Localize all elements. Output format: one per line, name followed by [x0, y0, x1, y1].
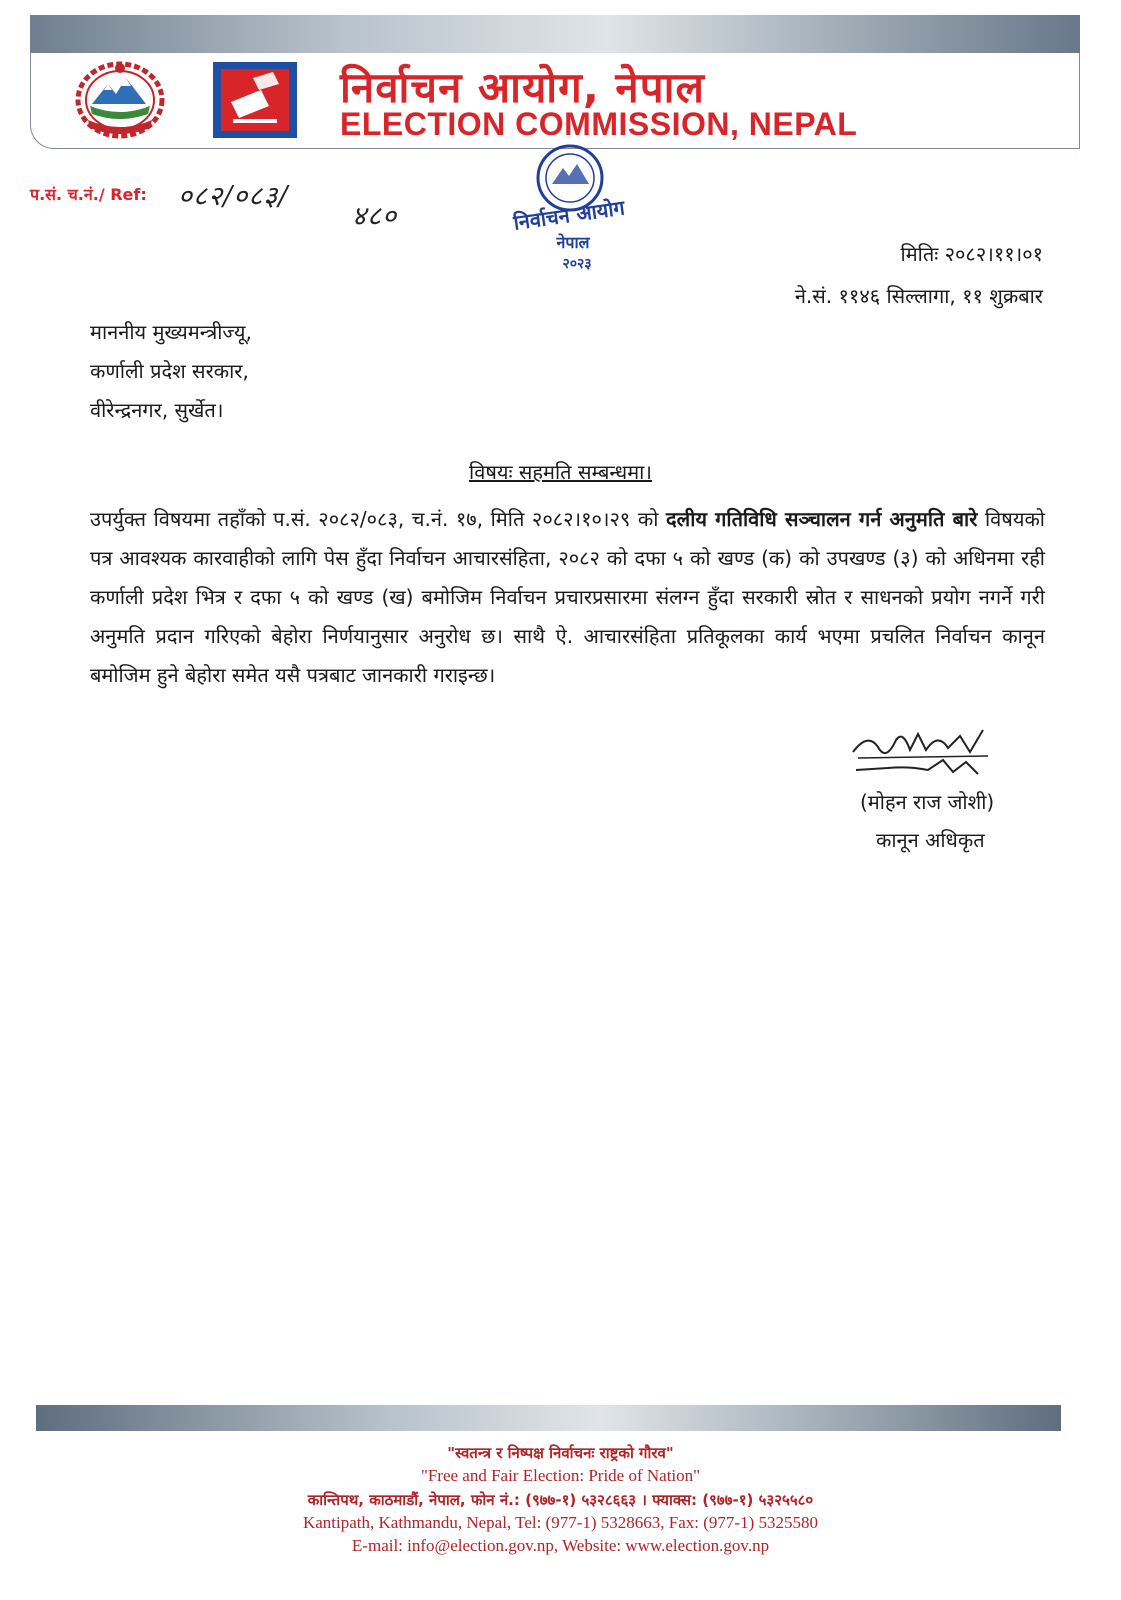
footer-slogan-english: "Free and Fair Election: Pride of Nation": [420, 1466, 701, 1485]
footer-slogan-nepali: "स्वतन्त्र र निष्पक्ष निर्वाचनः राष्ट्रको गौरव": [447, 1444, 674, 1462]
footer-address-nepali: कान्तिपथ, काठमाडौं, नेपाल, फोन नं.: (९७७-१) ५३२८६६३ । फ्याक्स: (९७७-१) ५३२५५८०: [307, 1491, 814, 1509]
addressee-line-2: कर्णाली प्रदेश सरकार,: [90, 359, 249, 383]
letter-body: [90, 500, 1045, 695]
handwritten-signature: [848, 722, 998, 792]
header-bar: [30, 15, 1080, 53]
ballot-box-icon: [213, 62, 297, 138]
office-stamp: [505, 138, 635, 273]
signatory-title: कानून अधिकृत: [876, 828, 985, 852]
org-name-nepali: निर्वाचन आयोग, नेपाल: [340, 63, 705, 112]
stamp-text-1: निर्वाचन आयोग: [511, 195, 627, 235]
subject-text: विषयः सहमति सम्बन्धमा।: [469, 460, 652, 484]
footer-bar: [36, 1405, 1061, 1431]
body-text-part2: विषयको पत्र आवश्यक कारवाहीको लागि पेस हुँदा निर्वाचन आचारसंहिता, २०८२ को दफा ५ को खण्ड (क) को उपखण्ड (३) को अधिनमा रही कर्णाली प्रदेश भित्र र दफा ५ को खण्ड (ख) बमोजिम निर्वाचन प्रचारप्रसारमा संलग्न हुँदा सरकारी स्रोत र साधनको प्रयोग नगर्ने गरी अनुमति प्रदान गरिएको बेहोरा निर्णयानुसार अनुरोध छ। साथै ऐ. आचारसंहिता प्रतिकूलका कार्य भएमा प्रचलित निर्वाचन कानून बमोजिम हुने बेहोरा समेत यसै पत्रबाट जानकारी गराइन्छ।: [90, 507, 1045, 687]
ref-label: प.सं. च.नं./ Ref:: [30, 185, 147, 204]
stamp-text-3: २०२३: [562, 256, 592, 272]
body-text-bold: दलीय गतिविधि सञ्चालन गर्न अनुमति बारे: [666, 507, 978, 531]
footer-contact: E-mail: info@election.gov.np, Website: www.election.gov.np: [351, 1536, 770, 1555]
nepal-sambat-date: ने.सं. ११४६ सिल्लागा, ११ शुक्रबार: [794, 284, 1043, 308]
footer-address-english: Kantipath, Kathmandu, Nepal, Tel: (977-1) 5328663, Fax: (977-1) 5325580: [302, 1513, 818, 1532]
body-text-part1: उपर्युक्त विषयमा तहाँको प.सं. २०८२/०८३, च.नं. १७, मिति २०८२।१०।२९ को: [90, 507, 667, 531]
ref-number-handwritten-suffix: ४८०: [352, 201, 398, 232]
subject-line: [0, 458, 1121, 485]
org-name-english: ELECTION COMMISSION, NEPAL: [340, 106, 858, 142]
nepal-emblem-icon: [70, 60, 170, 142]
addressee-line-3: वीरेन्द्रनगर, सुर्खेत।: [90, 398, 224, 422]
ref-number-handwritten: ०८२/०८३/: [178, 181, 289, 212]
signatory-name: (मोहन राज जोशी): [860, 790, 995, 814]
stamp-text-2: नेपाल: [556, 233, 590, 252]
addressee-line-1: माननीय मुख्यमन्त्रीज्यू,: [90, 320, 252, 344]
date-line: मितिः २०८२।११।०१: [900, 242, 1043, 266]
